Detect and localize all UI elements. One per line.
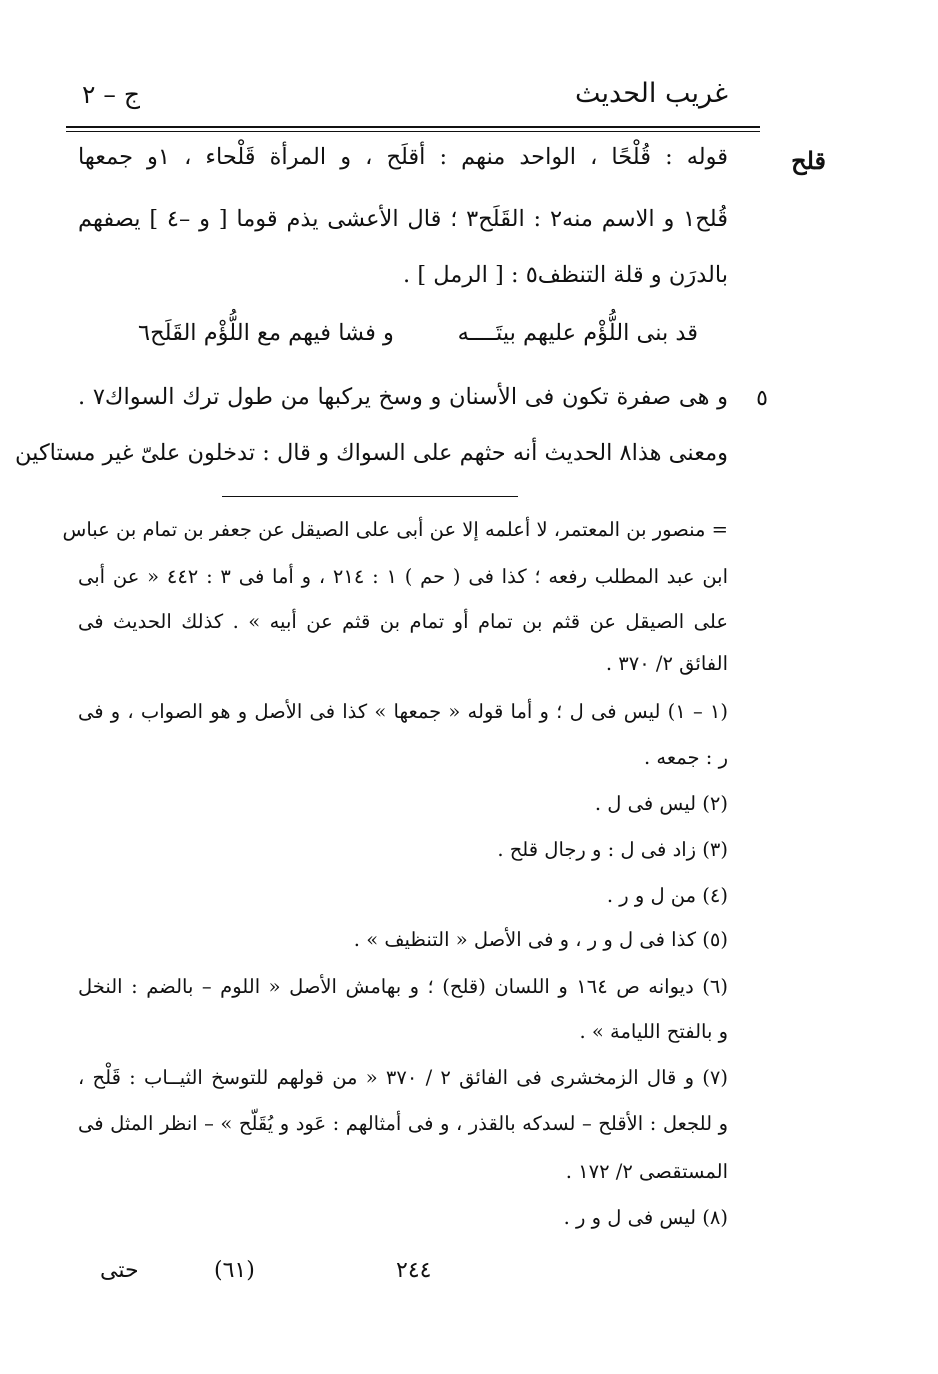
footnote-line: = منصور بن المعتمر، لا أعلمه إلا عن أبى على الصيقل عن جعفر بن تمام بن عباس [62, 518, 728, 541]
entry-headword: قلح [791, 146, 826, 175]
line-number-marker: ٥ [756, 386, 768, 411]
poetry-verse [138, 320, 698, 346]
header-rule [66, 126, 760, 128]
footnote-line: (٢) ليس فى ل . [594, 792, 728, 815]
footnote-rule [222, 496, 518, 497]
footnote-line: (٥) كذا فى ل و ر ، و فى الأصل « التنظيف » . [353, 928, 728, 951]
header-rule-thin [66, 131, 760, 132]
footnote-line: الفائق ٢/ ٣٧٠ . [605, 652, 728, 675]
running-title: غريب الحديث [575, 78, 728, 109]
footnote-line: (٧) و قال الزمخشرى فى الفائق ٢ / ٣٧٠ « من قولهم للتوسخ الثيــاب : قَلْح ، [78, 1066, 728, 1089]
body-line: قوله : قُلْحًا ، الواحد منهم : أقلَح ، و المرأة قَلْحاء ، ١و جمعها [78, 144, 728, 170]
footnote-line: (٨) ليس فى ل و ر . [563, 1206, 728, 1229]
footnote-line: (١ – ١) ليس فى ل ؛ و أما قوله « جمعها » كذا فى الأصل و هو الصواب ، و فى [78, 700, 728, 723]
catchword: حتى [100, 1258, 139, 1283]
footnote-line: على الصيقل عن قثم بن تمام أو تمام بن قثم عن أبيه » . كذلك الحديث فى [78, 610, 728, 633]
volume-number: ج – ٢ [82, 80, 140, 109]
page-number: ٢٤٤ [396, 1258, 432, 1283]
footnote-line: و بالفتح الليامة » . [579, 1020, 728, 1043]
body-line: بالدرَن و قلة التنظف٥ : [ الرمل ] . [403, 262, 728, 288]
verse-second-hemistich: و فشا فيهم مع اللُّؤْم القَلَح٦ [138, 320, 394, 346]
body-line: ومعنى هذا٨ الحديث أنه حثهم على السواك و قال : تدخلون علىّ غير مستاكين [15, 440, 728, 466]
body-line: قُلح١ و الاسم منه٢ : القَلَح٣ ؛ قال الأعشى يذم قوما [ و –٤ ] يصفهم [78, 206, 728, 232]
sheet-signature: (٦١) [214, 1258, 255, 1283]
footnote-line: المستقصى ٢/ ١٧٢ . [565, 1160, 728, 1183]
verse-first-hemistich: قد بنى اللُّؤْم عليهم بيتَــــه [457, 320, 698, 346]
footnote-line: ابن عبد المطلب رفعه ؛ كذا فى ( حم ) ١ : ٢١٤ ، و أما فى ٣ : ٤٤٢ « عن أبى [78, 565, 729, 588]
footnote-line: ر : جمعه . [644, 746, 728, 769]
footnote-line: (٦) ديوانه ص ١٦٤ و اللسان (قلح) ؛ و بهامش الأصل « اللوم – بالضم : النخل [78, 975, 728, 998]
footnote-line: (٣) زاد فى ل : و رجال قلح . [497, 838, 728, 861]
footnote-line: و للجعل : الأقلح – لسدكه بالقذر ، و فى أمثالهم : عَود و يُقَلّح » – انظر المثل فى [78, 1112, 728, 1135]
body-line: و هى صفرة تكون فى الأسنان و وسخ يركبها من طول ترك السواك٧ . [78, 384, 728, 410]
footnote-line: (٤) من ل و ر . [606, 884, 728, 907]
